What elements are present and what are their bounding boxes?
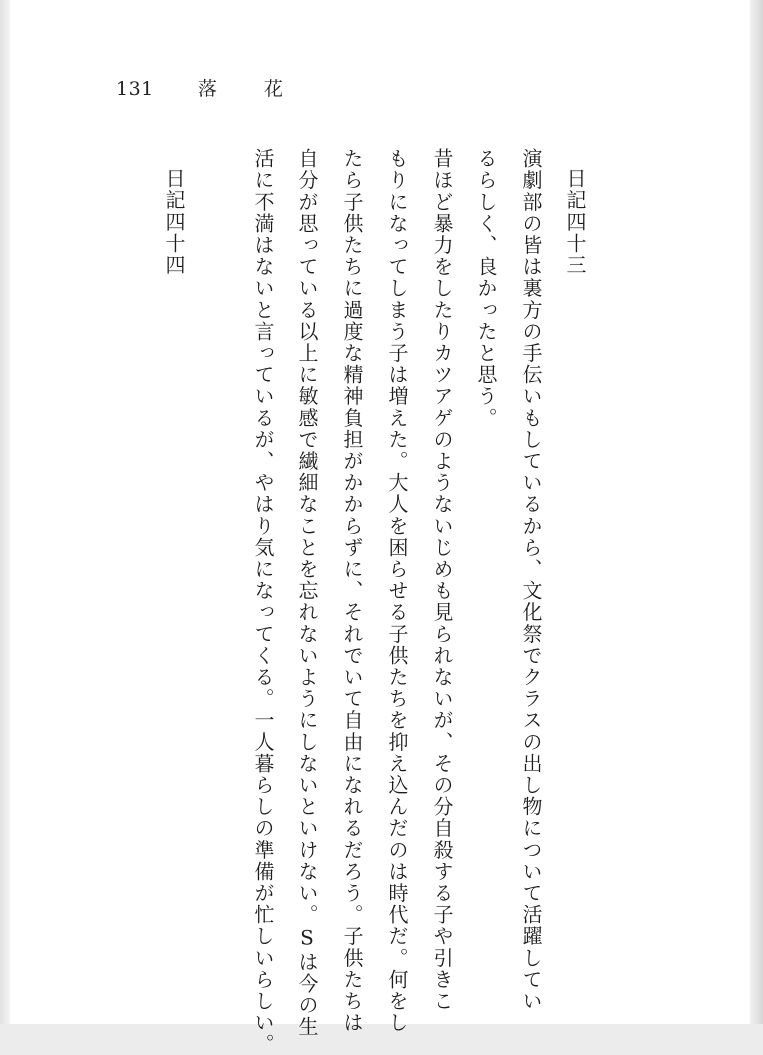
body-line-7: 活に不満はないと言っているが、やはり気になってくる。一人暮らしの準備が忙しいらしい。 bbox=[251, 148, 275, 1055]
page-number: 131 bbox=[116, 78, 154, 100]
body-line-2: るらしく、良かったと思う。 bbox=[474, 148, 498, 429]
running-title: 落 花 bbox=[197, 78, 297, 100]
body-line-5: たら子供たちに過度な精神負担がかからずに、それでいて自由になれるだろう。子供たちは bbox=[340, 148, 364, 1034]
right-page-edge bbox=[750, 0, 763, 1024]
entry-44-heading: 日記四十四 bbox=[162, 168, 186, 276]
running-header bbox=[116, 74, 297, 101]
left-page-edge bbox=[0, 0, 10, 1024]
body-line-4: もりになってしまう子は増えた。大人を困らせる子供たちを抑え込んだのは時代だ。何をし bbox=[385, 148, 409, 1034]
book-page bbox=[10, 0, 750, 1024]
body-line-3: 昔ほど暴力をしたりカツアゲのようないじめも見られないが、その分自殺する子や引きこ bbox=[430, 148, 454, 1012]
entry-43-heading: 日記四十三 bbox=[563, 168, 587, 276]
body-line-1: 演劇部の皆は裏方の手伝いもしているから、文化祭でクラスの出し物について活躍してい bbox=[519, 148, 543, 1012]
body-line-6: 自分が思っている以上に敏感で繊細なことを忘れないようにしないといけない。Sは今の生 bbox=[295, 148, 319, 1038]
